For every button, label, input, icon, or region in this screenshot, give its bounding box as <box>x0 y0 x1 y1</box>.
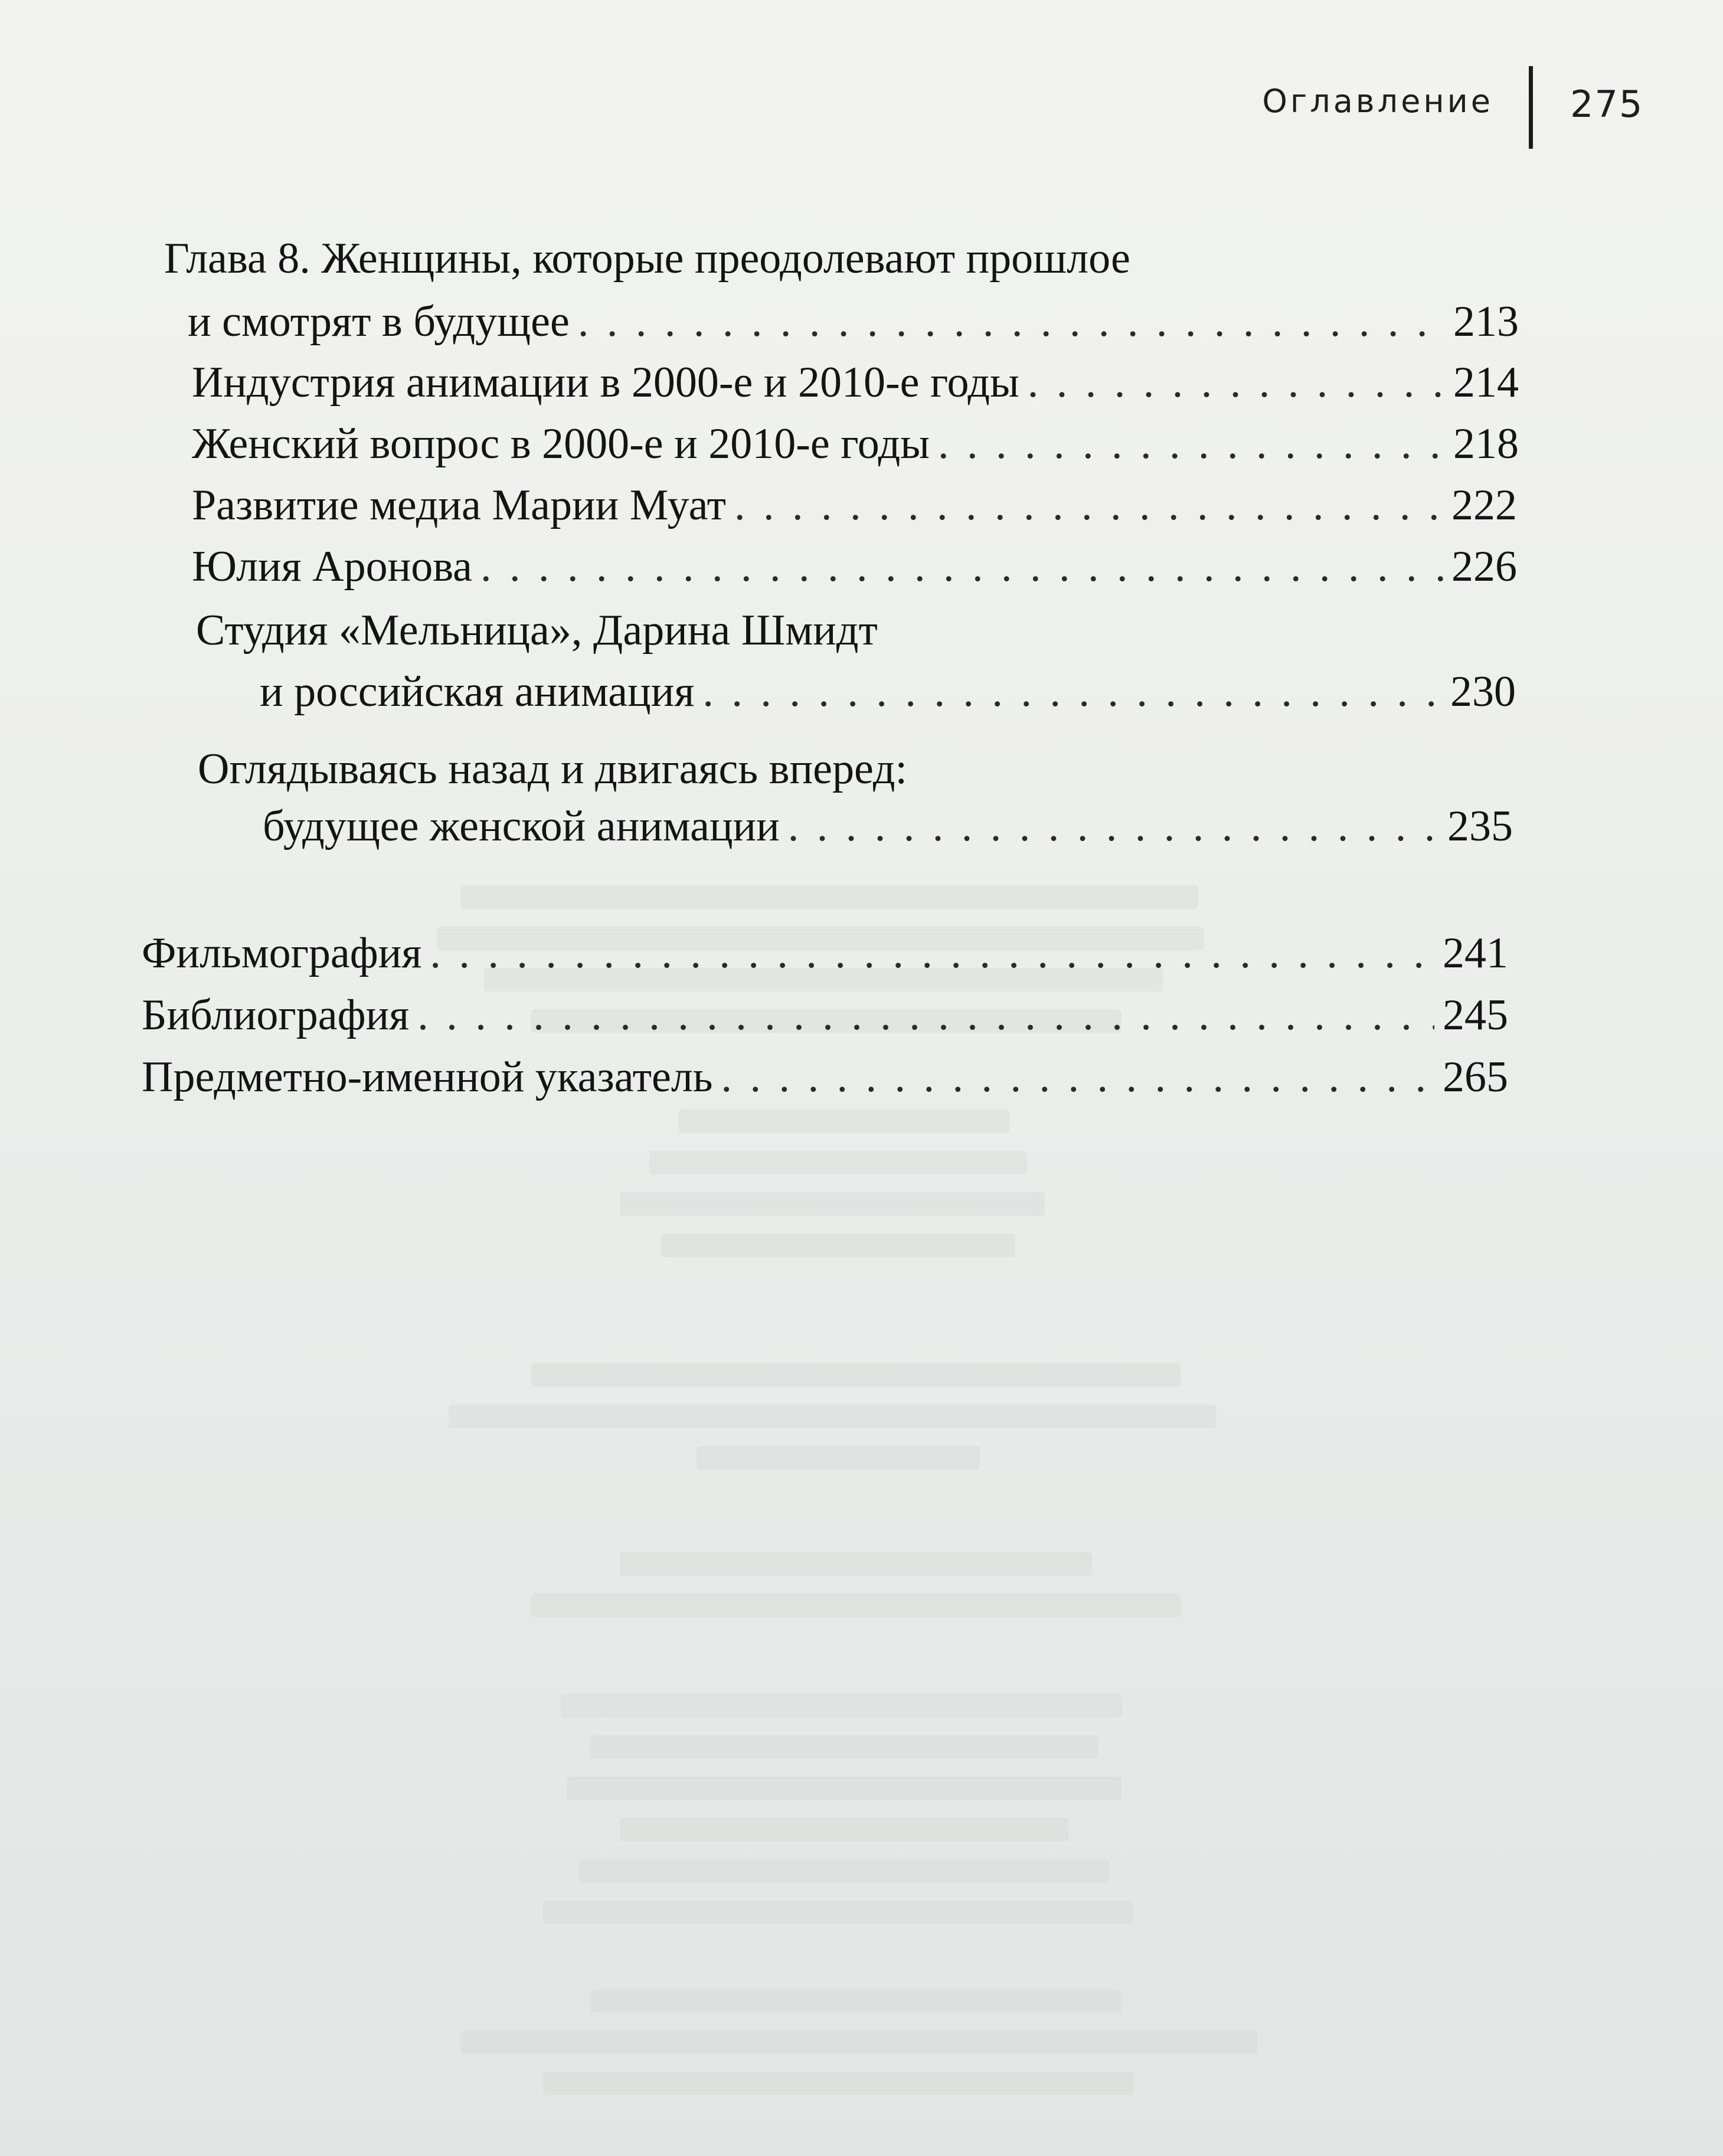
toc-entry <box>192 537 1517 596</box>
entry-title: Развитие медиа Марии Муат <box>192 481 726 529</box>
dot-leader <box>702 662 1442 721</box>
entry-title: Предметно-именной указатель <box>142 1053 713 1101</box>
dot-leader <box>938 414 1445 473</box>
toc-entry-index <box>142 1048 1508 1107</box>
dot-leader <box>578 292 1445 351</box>
header-divider <box>1529 66 1533 149</box>
page-ref: 245 <box>1443 991 1508 1039</box>
page-ref: 235 <box>1447 802 1513 850</box>
dot-leader <box>721 1048 1435 1107</box>
chapter-title-line2: и смотрят в будущее <box>188 297 570 346</box>
toc-entry-chapter-8 <box>188 292 1519 351</box>
toc-entry-filmography <box>142 924 1508 983</box>
chapter-title-line1: Глава 8. Женщины, которые преодолевают прошлое <box>164 234 1130 283</box>
dot-leader <box>734 476 1443 535</box>
entry-title: Фильмография <box>142 929 422 977</box>
page-ref: 218 <box>1453 420 1519 468</box>
toc-entry <box>263 797 1513 856</box>
entry-title: Женский вопрос в 2000-е и 2010-е годы <box>192 420 930 468</box>
entry-title: Библиография <box>142 991 410 1039</box>
toc-entry <box>260 662 1516 721</box>
page-ref: 222 <box>1451 481 1517 529</box>
toc-entry <box>192 414 1519 473</box>
section-title: Оглавление <box>1262 83 1493 120</box>
toc-entry <box>192 476 1517 535</box>
entry-title-line1: Студия «Мельница», Дарина Шмидт <box>196 606 878 655</box>
toc-entry-bibliography <box>142 986 1508 1045</box>
page-ref: 226 <box>1451 542 1517 591</box>
entry-title-line1: Оглядываясь назад и двигаясь вперед: <box>198 745 908 793</box>
page-ref: 241 <box>1443 929 1508 977</box>
page-number: 275 <box>1570 83 1644 126</box>
toc-entry <box>192 353 1519 412</box>
page-ref: 230 <box>1450 668 1516 716</box>
entry-title-line2: будущее женской анимации <box>263 802 780 850</box>
dot-leader <box>480 537 1443 596</box>
entry-title-line2: и российская анимация <box>260 668 695 716</box>
page-ref: 213 <box>1453 297 1519 346</box>
dot-leader <box>430 924 1434 983</box>
running-head <box>1181 66 1644 155</box>
dot-leader <box>1028 353 1445 412</box>
dot-leader <box>788 797 1439 856</box>
entry-title: Индустрия анимации в 2000-е и 2010-е годы <box>192 358 1019 407</box>
entry-title: Юлия Аронова <box>192 542 473 591</box>
dot-leader <box>417 986 1434 1045</box>
page-ref: 214 <box>1453 358 1519 407</box>
page-ref: 265 <box>1443 1053 1508 1101</box>
